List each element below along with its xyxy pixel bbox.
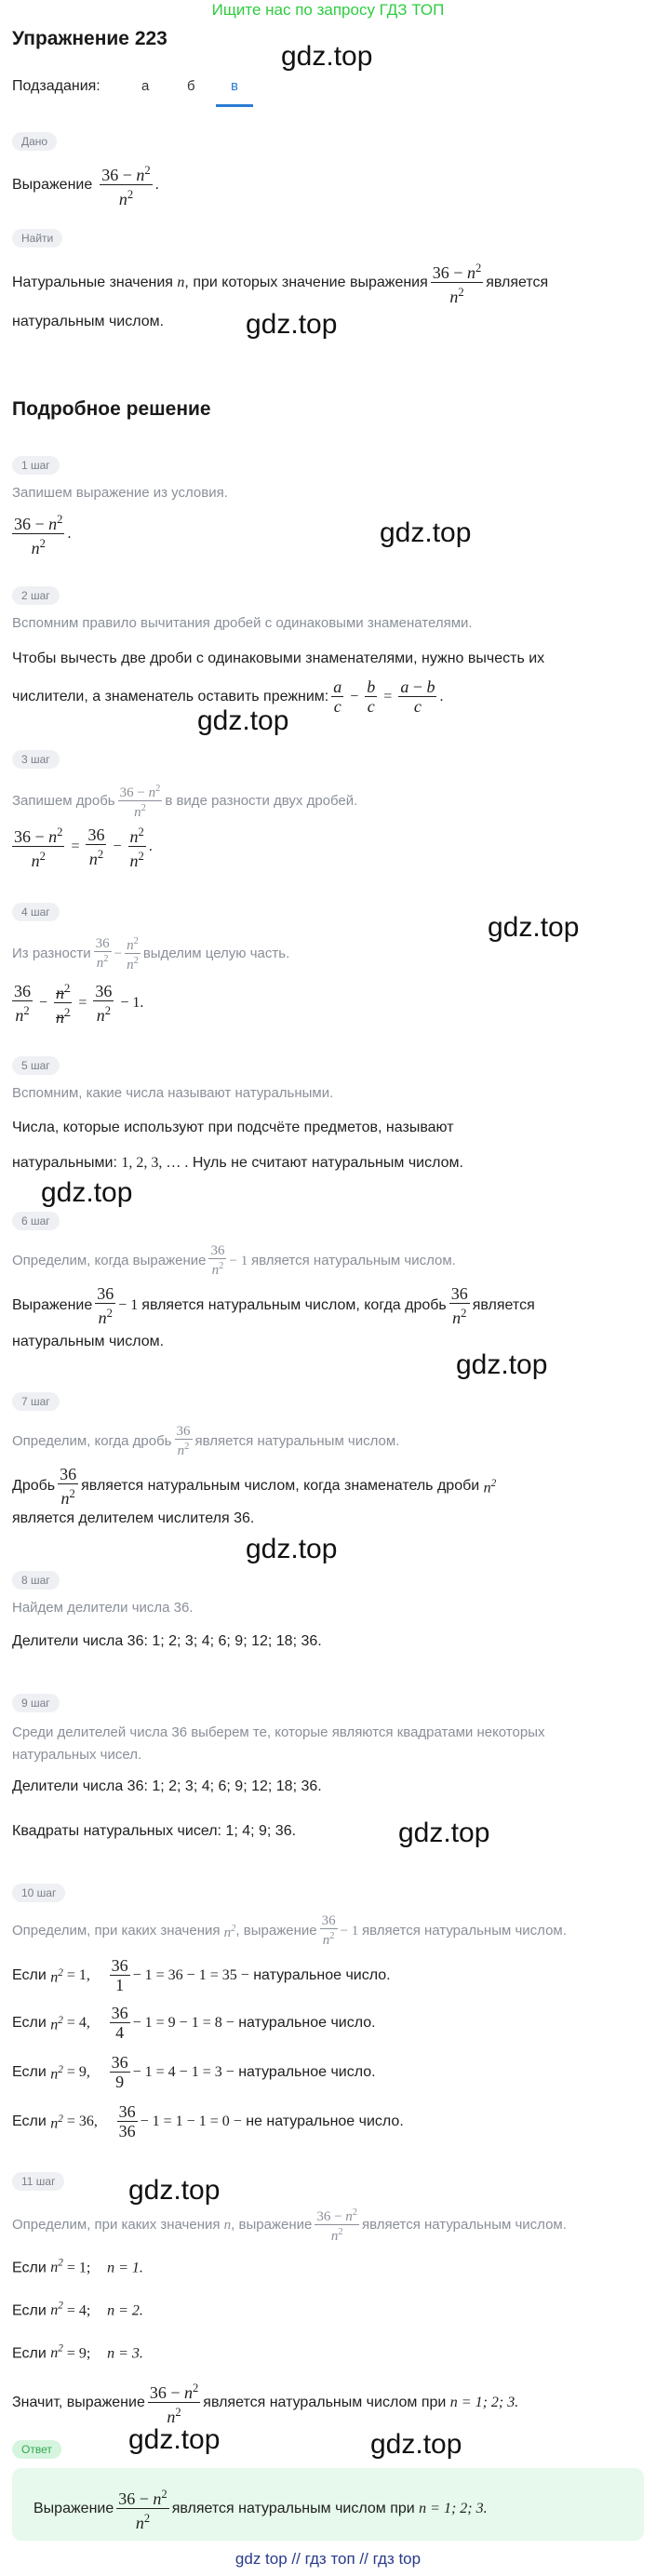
watermark: gdz.top [197, 705, 289, 736]
step-8-chip: 8 шаг [12, 1571, 60, 1590]
watermark: gdz.top [246, 309, 338, 340]
step-3-math: $\frac{36 - n^2}{n^2}$ = $\frac{36}{n^2}$ − $\frac{n^2}{n^2}$ . [12, 823, 153, 870]
subtasks-label: Подзадания: [12, 78, 100, 94]
step-3-note: Запишем дробь $\frac{36 - n^2}{n^2}$ в виде разности двух дробей. [12, 784, 358, 820]
step-9-chip: 9 шаг [12, 1694, 60, 1712]
given-chip: Дано [12, 132, 57, 151]
watermark: gdz.top [398, 1818, 490, 1848]
step-6-chip: 6 шаг [12, 1212, 60, 1230]
find-text-2: натуральным числом. [12, 314, 165, 329]
case10-row: Если $n^2$ = 4, $\frac{36}{4}$ − 1 = 9 − 1 = 8 − натуральное число. [12, 2004, 376, 2042]
step-3-chip: 3 шаг [12, 750, 60, 769]
solution-title: Подробное решение [12, 398, 211, 420]
watermark: gdz.top [128, 2175, 221, 2206]
step-11-chip: 11 шаг [12, 2172, 64, 2191]
given-expression: Выражение $\frac{36 - n^2}{n^2}$ . [12, 161, 159, 208]
step-7-note: Определим, когда дробь $\frac{36}{n^2}$ является натуральным числом. [12, 1424, 400, 1458]
step-10-note: Определим, при каких значения $n^2$ , выражение $\frac{36}{n^2}$ − 1 является натуральным числом. [12, 1913, 567, 1948]
case11-row: Если $n^2 = 1$; n = 1. [12, 2258, 143, 2276]
step-4-math: $\frac{36}{n^2}$ − $\frac{n^2}{n^2}$ = $\frac{36}{n^2}$ − 1. [12, 979, 143, 1026]
watermark: gdz.top [370, 2429, 462, 2460]
active-tab-indicator [216, 104, 253, 107]
watermark: gdz.top [128, 2424, 221, 2455]
step-10-chip: 10 шаг [12, 1884, 65, 1902]
step-2-text2: числители, а знаменатель оставить прежним: $\frac{a}{c}$ − $\frac{b}{c}$ = $\frac{a - b}{c}$ . [12, 678, 444, 716]
step-6-text: Выражение $\frac{36}{n^2}$ − 1 является натуральным числом, когда дробь $\frac{36}{n^2}$ является [12, 1284, 535, 1327]
step-4-chip: 4 шаг [12, 903, 60, 921]
case10-row: Если $n^2$ = 1, $\frac{36}{1}$ − 1 = 36 − 1 = 35 − натуральное число. [12, 1956, 391, 1994]
step-9-note1: Среди делителей числа 36 выберем те, которые являются квадратами некоторых [12, 1724, 545, 1740]
step-1-note: Запишем выражение из условия. [12, 485, 228, 501]
top-promo-link[interactable]: Ищите нас по запросу ГДЗ ТОП [211, 1, 445, 19]
footer-links[interactable]: gdz top // гдз топ // гдз top [234, 2550, 422, 2568]
step-1-math: $\frac{36 - n^2}{n^2}$ . [12, 510, 71, 557]
step-4-note: Из разности $\frac{36}{n^2}$ − $\frac{n^2}{n^2}$ выделим целую часть. [12, 936, 290, 973]
step-6-note: Определим, когда выражение $\frac{36}{n^2}$ − 1 является натуральным числом. [12, 1243, 456, 1278]
step-5-text2: натуральными: 1, 2, 3, … . Нуль не считают натуральным числом. [12, 1155, 463, 1171]
step-1-chip: 1 шаг [12, 456, 60, 475]
step-7-text2: является делителем числителя 36. [12, 1510, 255, 1526]
case11-row: Если $n^2 = 9$; n = 3. [12, 2343, 143, 2362]
step-7-text: Дробь $\frac{36}{n^2}$ является натуральным числом, когда знаменатель дроби $n^2$ [12, 1465, 497, 1508]
step-2-text1: Чтобы вычесть две дроби с одинаковыми знаменателями, нужно вычесть их [12, 651, 545, 666]
watermark: gdz.top [456, 1349, 548, 1380]
step-6-text2: натуральным числом. [12, 1334, 165, 1349]
page-title: Упражнение 223 [12, 28, 167, 49]
watermark: gdz.top [281, 41, 373, 72]
step-5-chip: 5 шаг [12, 1056, 60, 1075]
tab-b[interactable]: б [187, 78, 195, 94]
step-8-note: Найдем делители числа 36. [12, 1600, 194, 1616]
step-11-note: Определим, при каких значения n , выражение $\frac{36 - n^2}{n^2}$ является натуральным числом. [12, 2207, 567, 2244]
watermark: gdz.top [41, 1177, 133, 1208]
watermark: gdz.top [380, 517, 472, 548]
find-chip: Найти [12, 229, 62, 248]
answer-chip: Ответ [12, 2440, 61, 2459]
step-5-note: Вспомним, какие числа называют натуральными. [12, 1085, 334, 1101]
tab-v[interactable]: в [231, 78, 238, 94]
tab-a[interactable]: а [141, 78, 150, 94]
step-5-text1: Числа, которые используют при подсчёте предметов, называют [12, 1120, 454, 1135]
watermark: gdz.top [488, 912, 580, 943]
case10-row: Если $n^2$ = 36, $\frac{36}{36}$ − 1 = 1 − 1 = 0 − не натуральное число. [12, 2102, 404, 2140]
step-8-text: Делители числа 36: 1; 2; 3; 4; 6; 9; 12; 18; 36. [12, 1633, 322, 1649]
step-9-text2: Квадраты натуральных чисел: 1; 4; 9; 36. [12, 1823, 297, 1839]
step-2-note: Вспомним правило вычитания дробей с одинаковыми знаменателями. [12, 615, 473, 631]
case11-row: Если $n^2 = 4$; n = 2. [12, 2301, 143, 2319]
step-2-chip: 2 шаг [12, 586, 60, 605]
watermark: gdz.top [246, 1534, 338, 1564]
step-9-text1: Делители числа 36: 1; 2; 3; 4; 6; 9; 12; 18; 36. [12, 1778, 322, 1794]
step-9-note2: натуральных чисел. [12, 1747, 142, 1763]
answer-text: Выражение $\frac{36 - n^2}{n^2}$ является натуральным числом при n = 1; 2; 3. [33, 2485, 488, 2532]
step-7-chip: 7 шаг [12, 1392, 60, 1411]
case10-row: Если $n^2$ = 9, $\frac{36}{9}$ − 1 = 4 − 1 = 3 − натуральное число. [12, 2053, 376, 2091]
find-text: Натуральные значения n , при которых значение выражения $\frac{36 - n^2}{n^2}$ является [12, 259, 548, 306]
conclusion: Значит, выражение $\frac{36 - n^2}{n^2}$ является натуральным числом при n = 1; 2; 3. [12, 2379, 518, 2426]
